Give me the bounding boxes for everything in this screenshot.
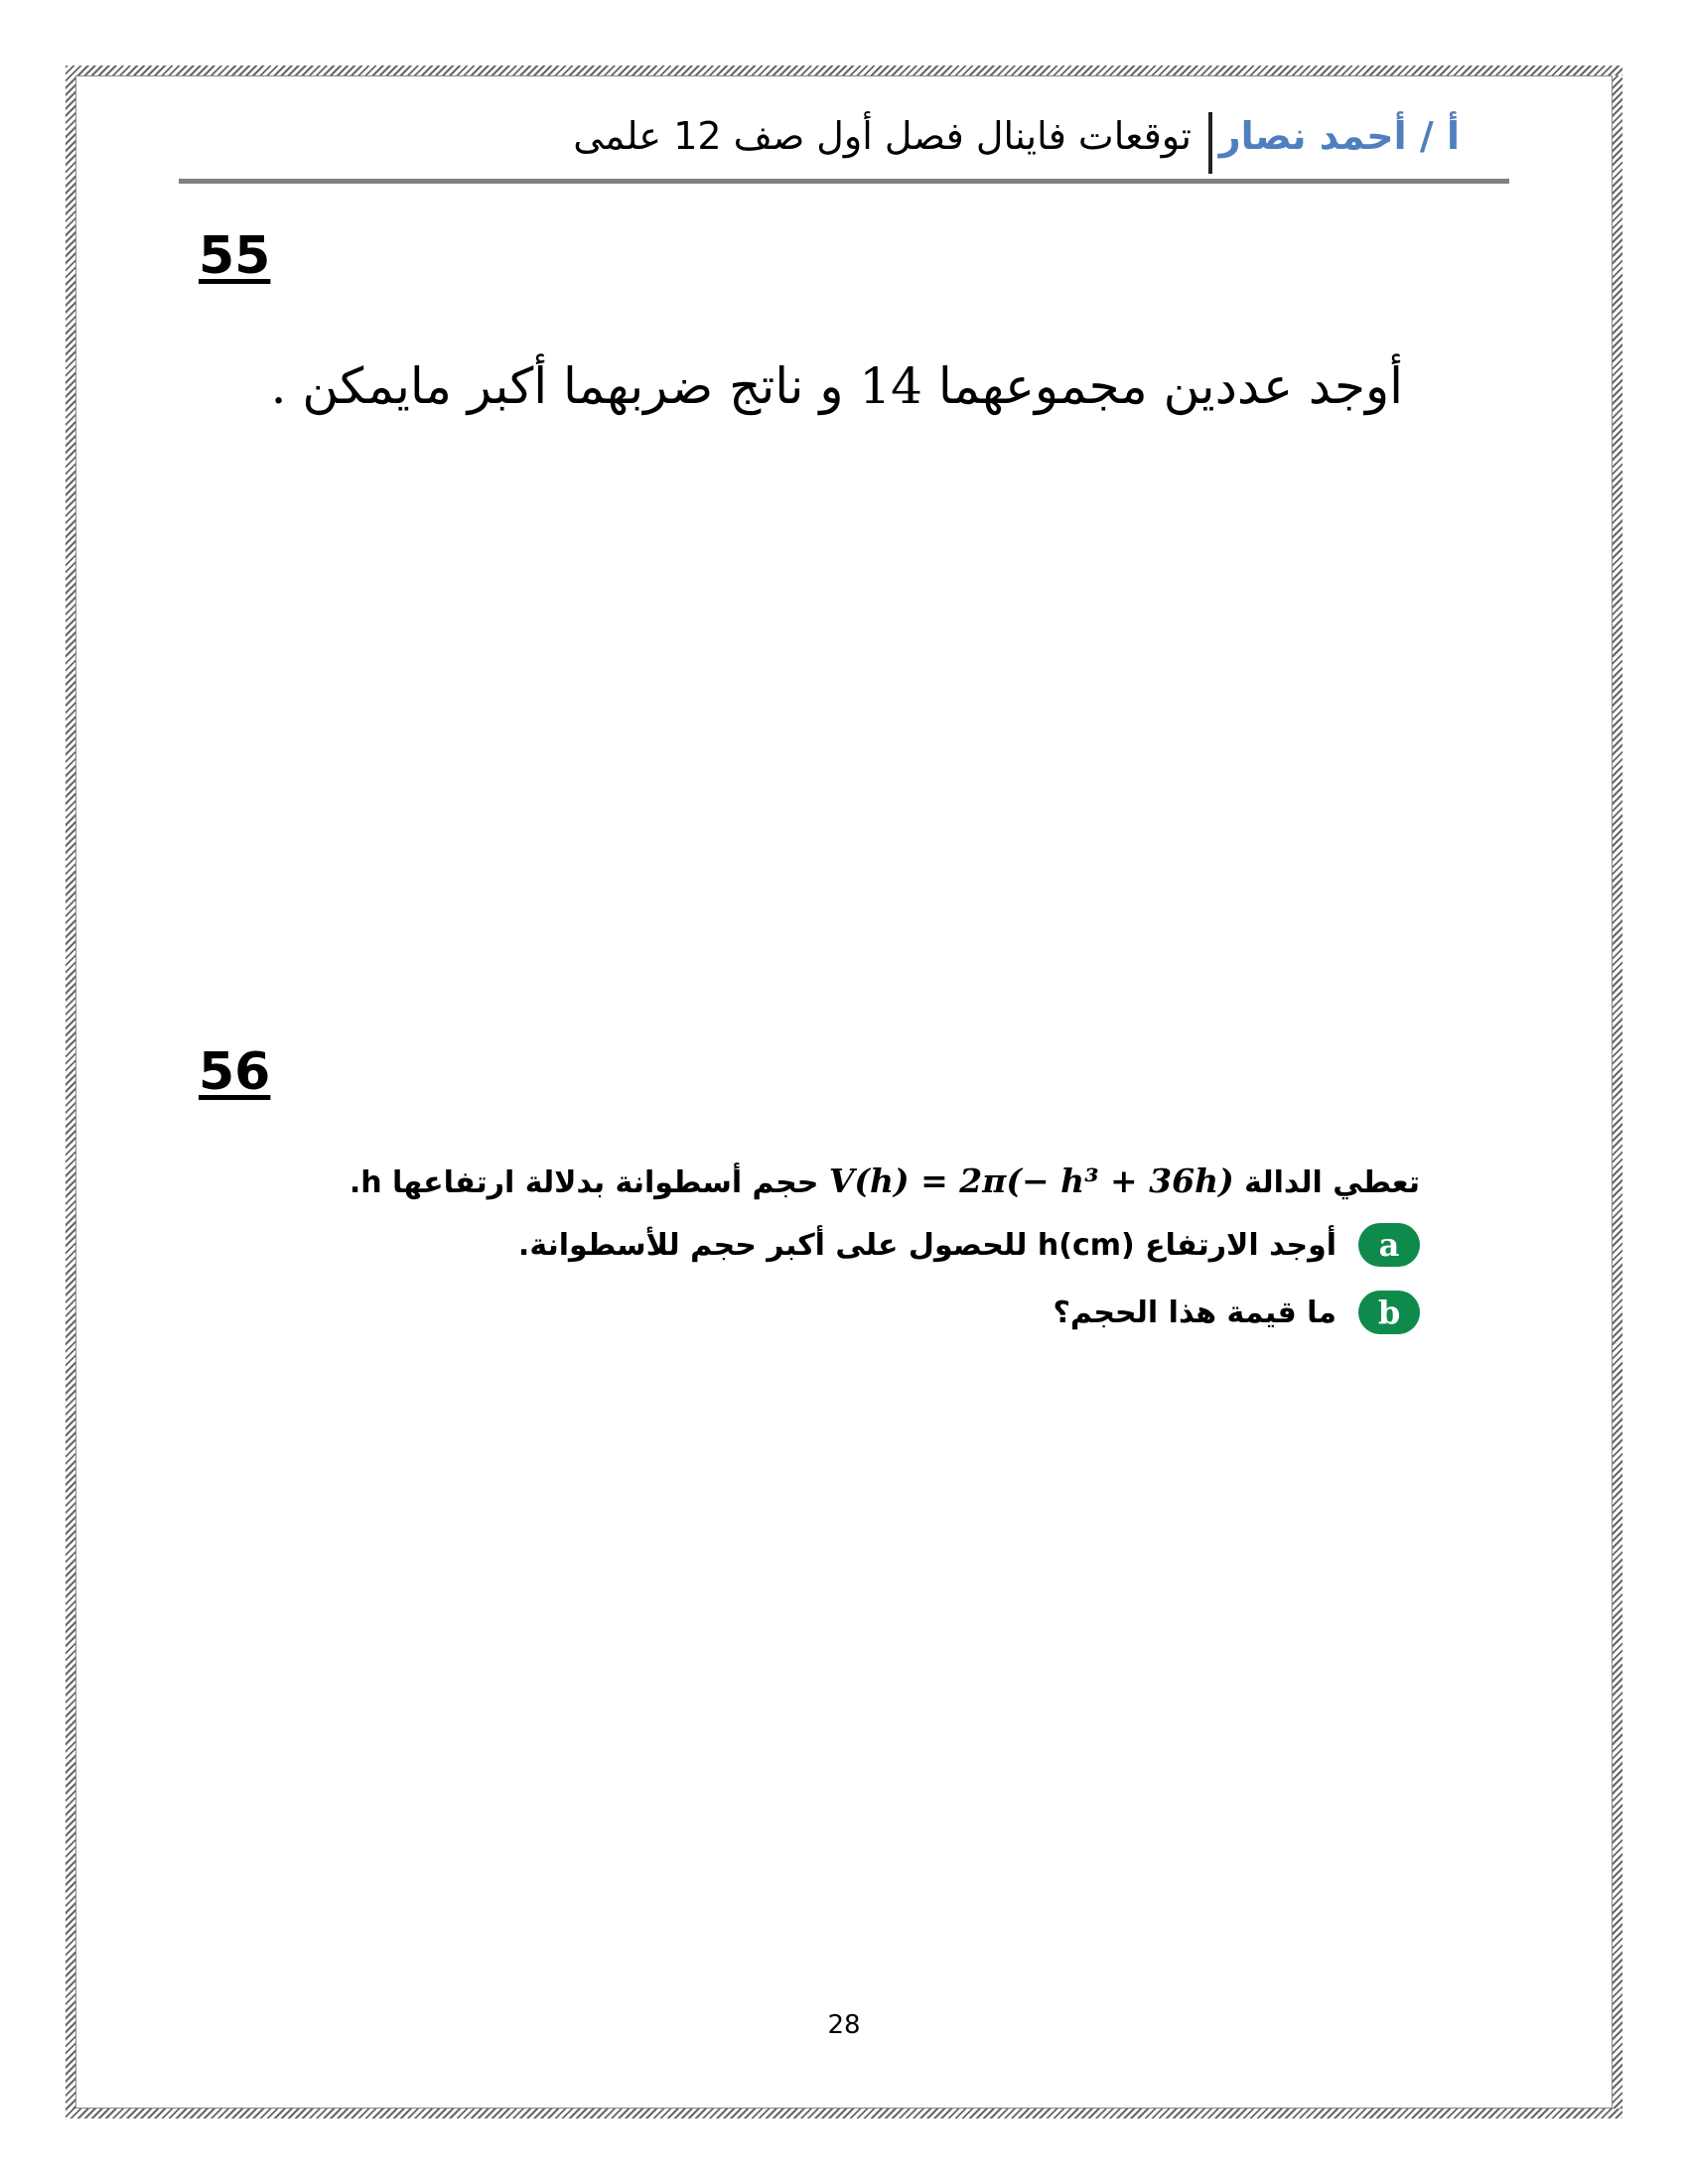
- item-a-text: أوجد الارتفاع h(cm) للحصول على أكبر حجم للأسطوانة.: [517, 1227, 1336, 1263]
- page-number: 28: [827, 2010, 861, 2040]
- item-b-badge: b: [1358, 1291, 1420, 1334]
- volume-formula: V(h) = 2π(− h³ + 36h): [828, 1161, 1234, 1200]
- item-b-text: ما قيمة هذا الحجم؟: [1053, 1295, 1336, 1330]
- question-56-item-b: [1054, 1291, 1421, 1334]
- question-number-56: 56: [199, 1042, 271, 1102]
- question-56-intro-prefix: تعطي الدالة: [1244, 1165, 1420, 1200]
- page-header: [179, 104, 1509, 184]
- header-title: توقعات فاينال فصل أول صف 12 علمى: [573, 114, 1192, 158]
- question-56-intro: [350, 1161, 1420, 1200]
- item-a-badge: a: [1358, 1223, 1420, 1267]
- author-name: أ / أحمد نصار: [1218, 114, 1460, 158]
- header-separator: [1208, 112, 1212, 174]
- question-56-intro-suffix: حجم أسطوانة بدلالة ارتفاعها h.: [349, 1165, 819, 1200]
- question-number-55: 55: [199, 226, 271, 286]
- question-55-text: أوجد عددين مجموعهما 14 و ناتج ضربهما أكبر مايمكن .: [270, 357, 1403, 415]
- question-56-item-a: [518, 1223, 1420, 1267]
